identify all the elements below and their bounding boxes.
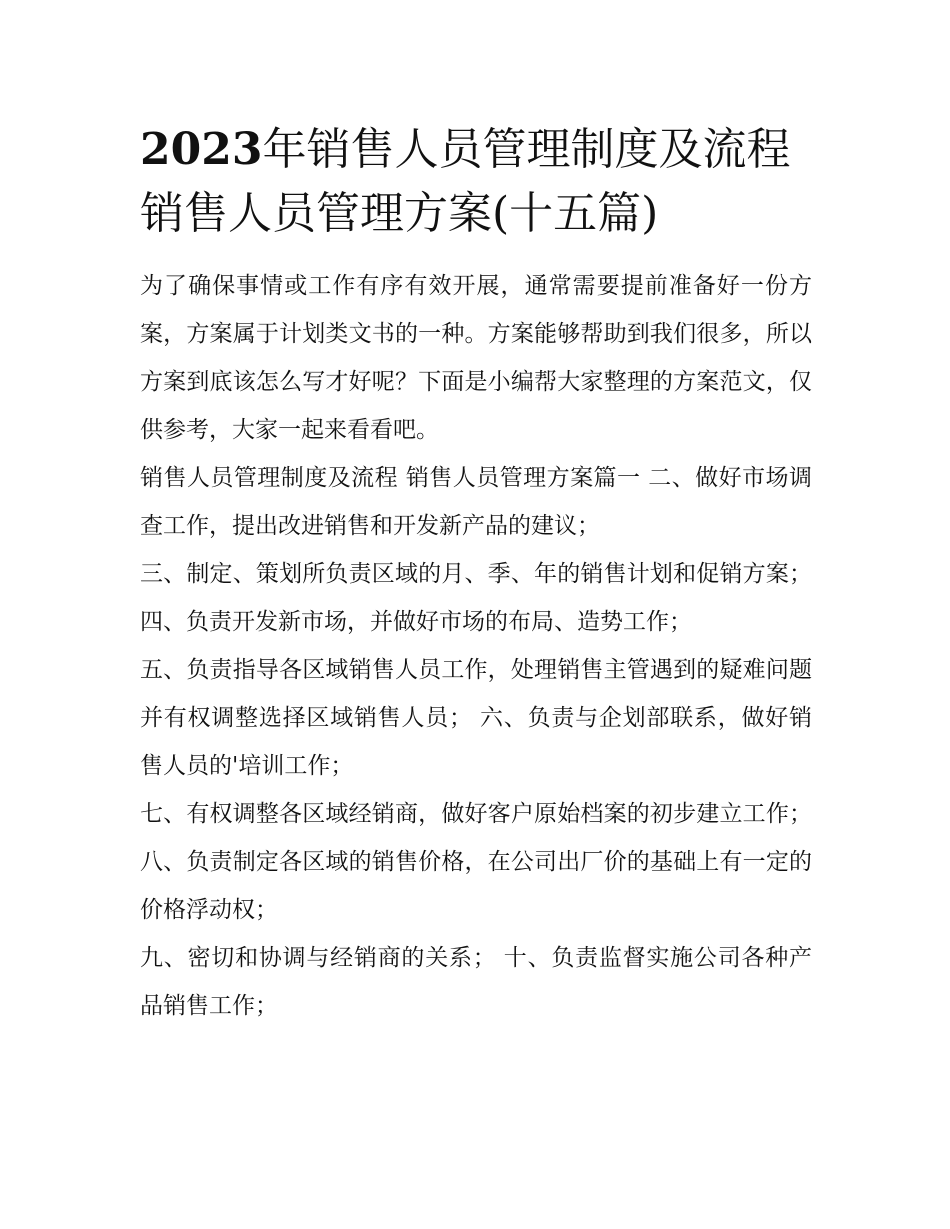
title-year: 2023 bbox=[140, 124, 263, 175]
title-text: 年销售人员管理制度及流程 销售人员管理方案(十五篇) bbox=[140, 124, 791, 239]
body-paragraph: 五、负责指导各区域销售人员工作，处理销售主管遇到的疑难问题并有权调整选择区域销售人员； 六、负责与企划部联系，做好销售人员的'培训工作； bbox=[140, 657, 812, 779]
document-page bbox=[140, 118, 812, 1030]
body-paragraph: 七、有权调整各区域经销商，做好客户原始档案的初步建立工作； 八、负责制定各区域的销售价格，在公司出厂价的基础上有一定的价格浮动权； bbox=[140, 801, 812, 923]
body-paragraph: 九、密切和协调与经销商的关系； 十、负责监督实施公司各种产品销售工作； bbox=[140, 945, 812, 1019]
body-paragraph: 三、制定、策划所负责区域的月、季、年的销售计划和促销方案； 四、负责开发新市场，并做好市场的布局、造势工作； bbox=[140, 561, 812, 635]
intro-paragraph: 为了确保事情或工作有序有效开展，通常需要提前准备好一份方案，方案属于计划类文书的一种。方案能够帮助到我们很多，所以方案到底该怎么写才好呢？下面是小编帮大家整理的方案范文，仅供参考，大家一起来看看吧。 bbox=[140, 273, 812, 443]
document-title bbox=[140, 118, 812, 246]
body-paragraph: 销售人员管理制度及流程 销售人员管理方案篇一 二、做好市场调查工作，提出改进销售和开发新产品的建议； bbox=[140, 465, 812, 539]
